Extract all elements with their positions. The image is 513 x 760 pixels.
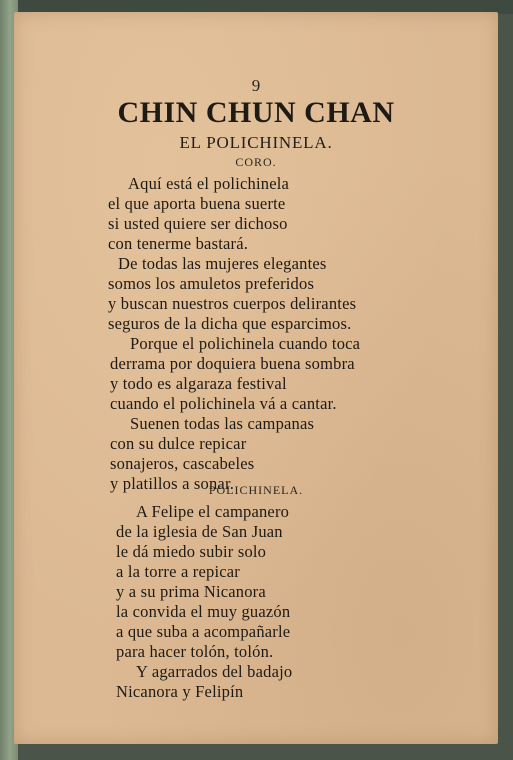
page-title: CHIN CHUN CHAN xyxy=(117,96,395,129)
verse-line: le dá miedo subir solo xyxy=(116,542,267,561)
book-page xyxy=(14,12,498,744)
verse-line: si usted quiere ser dichoso xyxy=(108,214,288,233)
verse-line: derrama por doquiera buena sombra xyxy=(110,354,355,373)
verse-line: de la iglesia de San Juan xyxy=(116,522,283,541)
verse-line: Y agarrados del badajo xyxy=(136,662,293,681)
verse-line: somos los amuletos preferidos xyxy=(108,274,315,293)
verse-line: Porque el polichinela cuando toca xyxy=(130,334,361,353)
page-number: 9 xyxy=(251,76,261,95)
verse-line: y a su prima Nicanora xyxy=(116,582,266,601)
verse-line: A Felipe el campanero xyxy=(136,502,290,521)
verse-line: a que suba a acompañarle xyxy=(116,622,291,641)
verse-line: Nicanora y Felipín xyxy=(116,682,244,701)
verse-line: la convida el muy guazón xyxy=(116,602,291,621)
section-heading-polichinela: POLICHINELA. xyxy=(208,483,304,497)
section-heading-coro: CORO. xyxy=(235,155,277,169)
verse-line: Aquí está el polichinela xyxy=(128,174,290,193)
verse-line: a la torre a repicar xyxy=(116,562,240,581)
page-subtitle: EL POLICHINELA. xyxy=(179,133,333,152)
verse-line: y platillos a sonar. xyxy=(110,474,235,493)
verse-line: y buscan nuestros cuerpos delirantes xyxy=(108,294,357,313)
verse-line: con tenerme bastará. xyxy=(108,234,249,253)
verse-line: cuando el polichinela vá a cantar. xyxy=(110,394,337,413)
verse-line: el que aporta buena suerte xyxy=(108,194,286,213)
verse-line: sonajeros, cascabeles xyxy=(110,454,255,473)
verse-line: y todo es algaraza festival xyxy=(110,374,287,393)
verse-line: para hacer tolón, tolón. xyxy=(116,642,274,661)
verse-line: seguros de la dicha que esparcimos. xyxy=(108,314,352,333)
verse-line: Suenen todas las campanas xyxy=(130,414,315,433)
verse-line: con su dulce repicar xyxy=(110,434,247,453)
verse-line: De todas las mujeres elegantes xyxy=(118,254,327,273)
